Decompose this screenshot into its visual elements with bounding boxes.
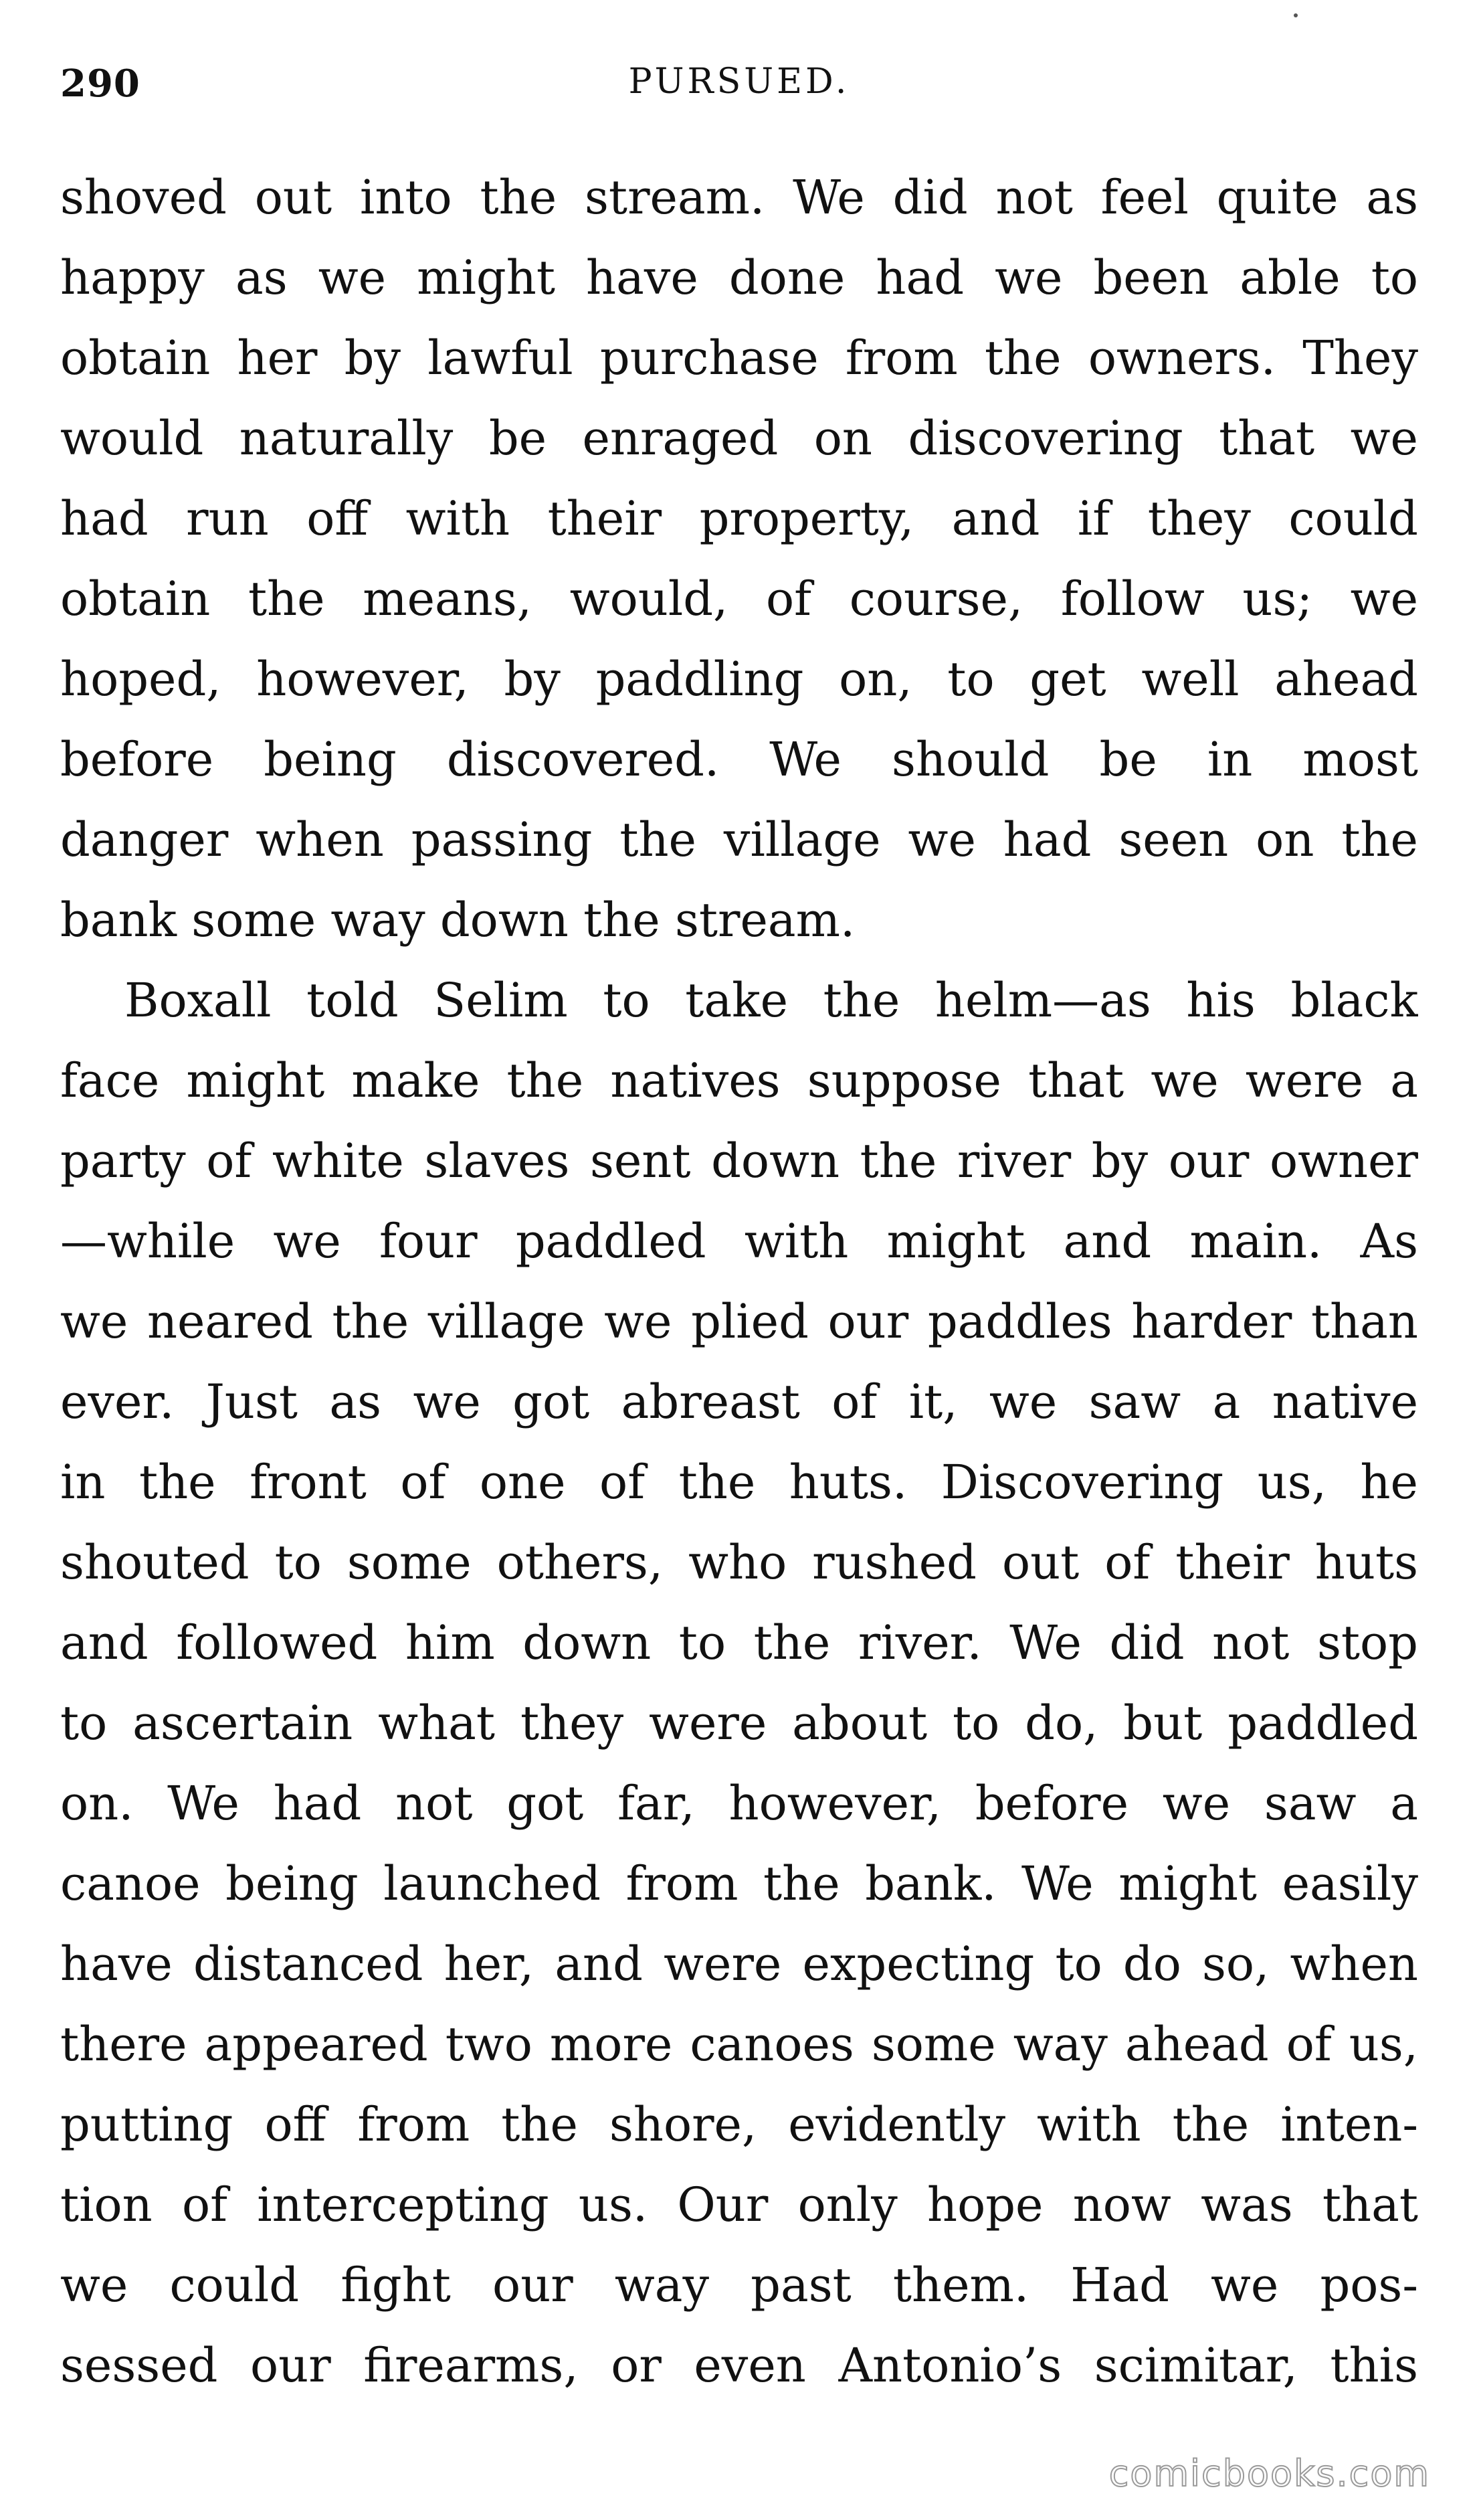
text-line: have distanced her, and were expecting to do so, when xyxy=(60,1937,1418,1991)
text-line: happy as we might have done had we been able to xyxy=(60,250,1418,305)
text-line: ever. Just as we got abreast of it, we saw a native xyxy=(60,1374,1418,1429)
running-title: PURSUED. xyxy=(628,62,850,102)
text-line: to ascertain what they were about to do, but paddled xyxy=(60,1696,1418,1750)
body-text xyxy=(60,157,1418,2406)
page-number: 290 xyxy=(60,62,140,106)
text-line: canoe being launched from the bank. We might easily xyxy=(60,1856,1418,1911)
text-line: shouted to some others, who rushed out of their huts xyxy=(60,1535,1418,1590)
text-line: face might make the natives suppose that we were a xyxy=(60,1053,1418,1108)
text-line: on. We had not got far, however, before we saw a xyxy=(60,1776,1418,1831)
watermark: comicbooks.com xyxy=(1108,2452,1430,2495)
text-line: putting off from the shore, evidently with the inten- xyxy=(60,2097,1418,2152)
text-line: had run off with their property, and if they could xyxy=(60,491,1418,546)
text-line: and followed him down to the river. We did not stop xyxy=(60,1615,1418,1670)
text-line: hoped, however, by paddling on, to get well ahead xyxy=(60,652,1418,707)
page-header xyxy=(60,62,1418,115)
text-line: before being discovered. We should be in most xyxy=(60,732,1418,787)
text-line: tion of intercepting us. Our only hope now was that xyxy=(60,2177,1418,2232)
text-line: shoved out into the stream. We did not feel quite as xyxy=(60,170,1418,225)
text-line: we could fight our way past them. Had we pos- xyxy=(60,2258,1418,2313)
text-line: party of white slaves sent down the river by our owner xyxy=(60,1134,1418,1188)
text-line: bank some way down the stream. xyxy=(60,893,856,948)
text-line: there appeared two more canoes some way ahead of us, xyxy=(60,2017,1418,2072)
text-line: danger when passing the village we had seen on the xyxy=(60,812,1418,867)
text-line: —while we four paddled with might and main. As xyxy=(60,1214,1418,1269)
text-line: obtain her by lawful purchase from the owners. They xyxy=(60,331,1418,385)
text-line: Boxall told Selim to take the helm—as his black xyxy=(124,973,1418,1028)
paragraph xyxy=(60,157,1418,960)
text-line: would naturally be enraged on discovering that we xyxy=(60,411,1418,466)
paragraph xyxy=(60,960,1418,2406)
text-line: sessed our firearms, or even Antonio’s scimitar, this xyxy=(60,2338,1418,2393)
paper-speck xyxy=(1294,13,1298,17)
text-line: we neared the village we plied our paddles harder than xyxy=(60,1294,1418,1349)
text-line: in the front of one of the huts. Discovering us, he xyxy=(60,1455,1418,1510)
text-line: obtain the means, would, of course, follow us; we xyxy=(60,571,1418,626)
